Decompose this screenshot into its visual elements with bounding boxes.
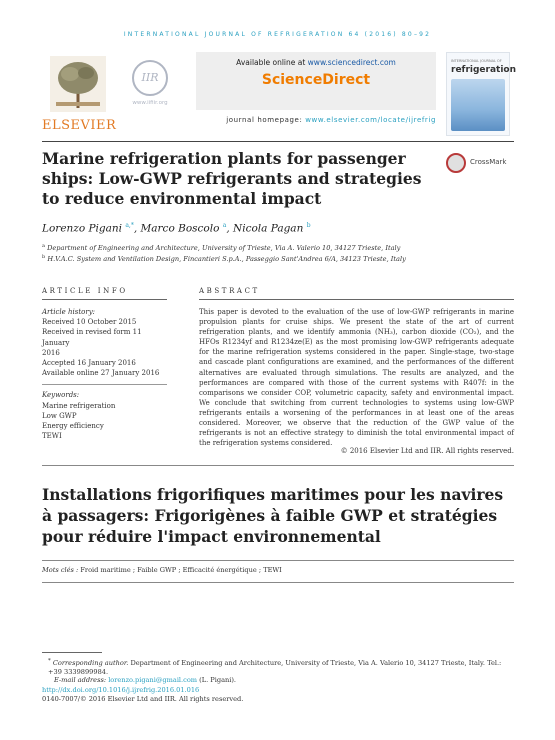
mots-cles-label: Mots clés : [42,566,81,574]
elsevier-tree-icon [50,56,106,112]
iir-emblem: IIR [132,60,168,96]
abstract-copyright: © 2016 Elsevier Ltd and IIR. All rights reserved. [340,447,514,455]
author-list: Lorenzo Pigani $^{a,*}$, Marco Boscolo $^a$, Nicola Pagan $^b$ [42,222,311,235]
issn-line: 0140-7007/© 2016 Elsevier Ltd and IIR. All rights reserved. [42,695,244,703]
paper-title: Marine refrigeration plants for passenger ships: Low-GWP refrigerants and strategies to reduce environmental impact [42,149,422,208]
mots-cles-list: Froid maritime ; Faible GWP ; Efficacité énergétique ; TEWI [80,566,282,574]
keyword[interactable]: Low GWP [42,411,77,420]
affiliation: $^b$ H.V.A.C. System and Ventilation Design, Fincantieri S.p.A., Passeggio Sant'Andrea 6/A, 34123 Trieste, Italy [42,254,406,264]
article-info [42,307,167,441]
history-item: Received 10 October 2015 [42,318,137,327]
motcles-top-rule [42,560,514,561]
elsevier-logo[interactable] [42,52,117,136]
email-footnote: E-mail address: lorenzo.pigani@gmail.com (L. Pigani). [54,676,237,684]
abstract-rule [199,299,514,300]
doi-link[interactable]: http://dx.doi.org/10.1016/j.ijrefrig.2016.01.016 [42,686,200,694]
crossmark-icon [446,153,466,173]
footnote-divider [42,652,102,653]
journal-citation: INTERNATIONAL JOURNAL OF REFRIGERATION 64 (2016) 80–92 [123,31,432,38]
crossmark-badge[interactable] [446,153,516,175]
author-affil-mark[interactable]: a [222,222,227,229]
doi-line [42,686,514,695]
keyword[interactable]: Marine refrigeration [42,401,116,410]
masthead [42,52,517,136]
author-name: Lorenzo Pigani [42,222,123,235]
author-affil-mark[interactable]: b [306,222,311,229]
history-label: Article history: [42,308,96,316]
abstract-bottom-rule [42,465,514,466]
history-item: 2016 [42,348,60,357]
email-link[interactable]: lorenzo.pigani@gmail.com [108,676,198,684]
header-divider [42,141,514,142]
journal-homepage-link[interactable]: www.elsevier.com/locate/ijrefrig [305,116,436,124]
corresponding-footnote: * Corresponding author. Department of Engineering and Architecture, University of Trieste, Via A. Valerio 10, 34127 Trieste, Italy. Tel.: +39 3339899984. [48,658,502,677]
sciencedirect-brand[interactable]: ScienceDirect [261,72,371,88]
journal-cover[interactable] [446,52,517,136]
info-divider [42,384,167,385]
article-info-rule [42,299,167,300]
author-affil-mark[interactable]: a,* [125,222,134,229]
history-item: Received in revised form 11 January [42,328,142,347]
iir-logo[interactable] [126,60,174,116]
mots-cles [42,566,282,574]
keyword[interactable]: TEWI [42,432,62,441]
author-name: Nicola Pagan [233,222,304,235]
available-online: Available online at www.sciencedirect.com [236,58,396,67]
abstract-text: This paper is devoted to the evaluation of the use of low-GWP refrigerants in marine propulsion plants for cruise ships. We present the state of the art of current refrigeration plants, and we identify ammonia (NH₃), carbon dioxide (CO₂), and the HFOs R1234yf and R1234ze(E) as the most promising low-GWP refrigerants adequate for the marine refrigeration systems considered in the paper. Single-stage, two-stage and cascade plant configurations are examined, and the performances of the different alternatives are evaluated through simulations. The results are analyzed, and the performances are compared with those of the current systems with R407f: in the comparisons we consider COP, volumetric capacity, safety and environmental impact. We conclude that switching from current technologies to systems using low-GWP refrigerants entails a worsening of the performances in at least one of the areas considered. Moreover, we observe that the reduction of the GWP value of the refrigerants is not an effective strategy to diminish the total environmental impact of the refrigeration systems considered. [199,308,514,448]
history-item: Accepted 16 January 2016 [42,359,136,368]
cover-title: refrigeration [451,65,517,75]
sciencedirect-banner [196,52,436,110]
affiliation: $^a$ Department of Engineering and Architecture, University of Trieste, Via A. Valerio 10, 34127 Trieste, Italy [42,243,401,253]
crossmark-label: CrossMark [470,158,507,166]
article-info-heading: ARTICLE INFO [42,287,128,295]
motcles-bottom-rule [42,582,514,583]
french-title: Installations frigorifiques maritimes pour les navires à passagers: Frigorigènes à faible GWP et stratégies pour réduire l'impact environnemental [42,485,504,546]
cover-subtitle: INTERNATIONAL JOURNAL OF [451,59,502,63]
elsevier-wordmark: ELSEVIER [42,118,117,133]
keyword[interactable]: Energy efficiency [42,422,104,431]
cover-image [451,79,505,131]
sciencedirect-url-link[interactable]: www.sciencedirect.com [307,58,396,67]
author-name: Marco Boscolo [140,222,220,235]
keywords-label: Keywords: [42,391,80,400]
history-item: Available online 27 January 2016 [42,369,160,378]
abstract-heading: ABSTRACT [199,287,260,295]
journal-homepage: journal homepage: www.elsevier.com/locate/ijrefrig [226,116,436,124]
iir-url: www.iifiir.org [132,100,168,106]
